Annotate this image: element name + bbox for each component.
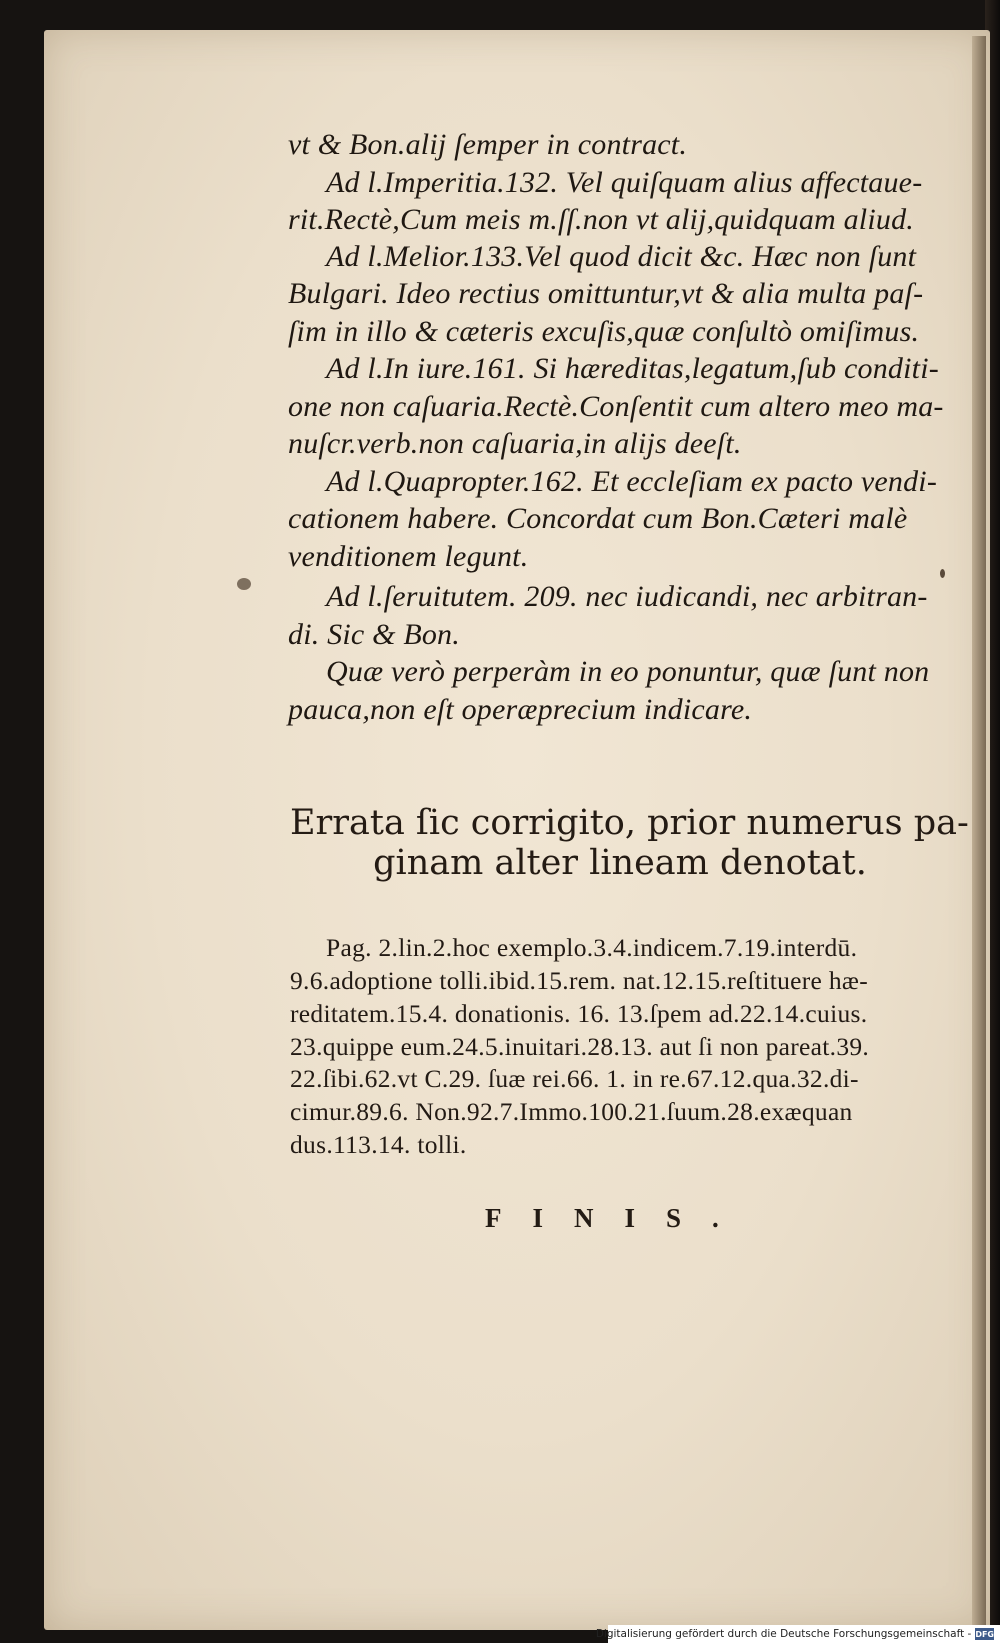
page-edge-shadow [972, 36, 986, 1626]
text-line: cationem habere. Concordat cum Bon.Cæteri malè [288, 502, 908, 535]
ink-stain [237, 578, 251, 590]
errata-line: cimur.89.6. Non.92.7.Immo.100.21.ſuum.28.exæquan [290, 1097, 853, 1126]
footer-credit: Digitalisierung gefördert durch die Deutsche Forschungsgemeinschaft - [595, 1628, 972, 1640]
digitization-footer [595, 1625, 1000, 1643]
text-line: Quæ verò perperàm in eo ponuntur, quæ ſunt non [326, 655, 930, 688]
text-line: Ad l.ſeruitutem. 209. nec iudicandi, nec arbitran- [326, 580, 928, 613]
errata-line: reditatem.15.4. donationis. 16. 13.ſpem ad.22.14.cuius. [290, 999, 868, 1028]
text-line: Ad l.In iure.161. Si hæreditas,legatum,ſub conditi- [326, 352, 939, 385]
text-line: pauca,non eſt operæprecium indicare. [288, 693, 753, 726]
text-line: one non caſuaria.Rectè.Conſentit cum altero meo ma- [288, 390, 944, 423]
text-line: vt & Bon.alij ſemper in contract. [288, 128, 688, 161]
finis-colophon: FINIS. [485, 1203, 750, 1233]
text-line: venditionem legunt. [288, 540, 529, 573]
errata-heading: Errata ſic corrigito, prior numerus pa- [290, 803, 969, 843]
errata-heading: ginam alter lineam denotat. [373, 843, 867, 883]
text-line: rit.Rectè,Cum meis m.ſſ.non vt alij,quidquam aliud. [288, 203, 914, 236]
dfg-logo-icon: DFG [975, 1629, 994, 1639]
text-line: Ad l.Quapropter.162. Et eccleſiam ex pacto vendi- [326, 465, 938, 498]
text-line: nuſcr.verb.non caſuaria,in alijs deeſt. [288, 427, 742, 460]
errata-line: Pag. 2.lin.2.hoc exemplo.3.4.indicem.7.19.interdū. [326, 933, 858, 962]
errata-line: dus.113.14. tolli. [290, 1130, 467, 1159]
text-line: Ad l.Melior.133.Vel quod dicit &c. Hæc non ſunt [326, 240, 917, 273]
text-line: di. Sic & Bon. [288, 618, 460, 651]
errata-line: 22.ſibi.62.vt C.29. ſuæ rei.66. 1. in re.67.12.qua.32.di- [290, 1064, 859, 1093]
ink-mark [940, 569, 945, 578]
errata-line: 9.6.adoptione tolli.ibid.15.rem. nat.12.15.reſtituere hæ- [290, 966, 868, 995]
text-line: Bulgari. Ideo rectius omittuntur,vt & alia multa paſ- [288, 277, 924, 310]
text-line: Ad l.Imperitia.132. Vel quiſquam alius affectaue- [326, 166, 923, 199]
text-line: ſim in illo & cæteris excuſis,quæ conſultò omiſimus. [288, 315, 920, 348]
errata-line: 23.quippe eum.24.5.inuitari.28.13. aut ſi non pareat.39. [290, 1032, 870, 1061]
